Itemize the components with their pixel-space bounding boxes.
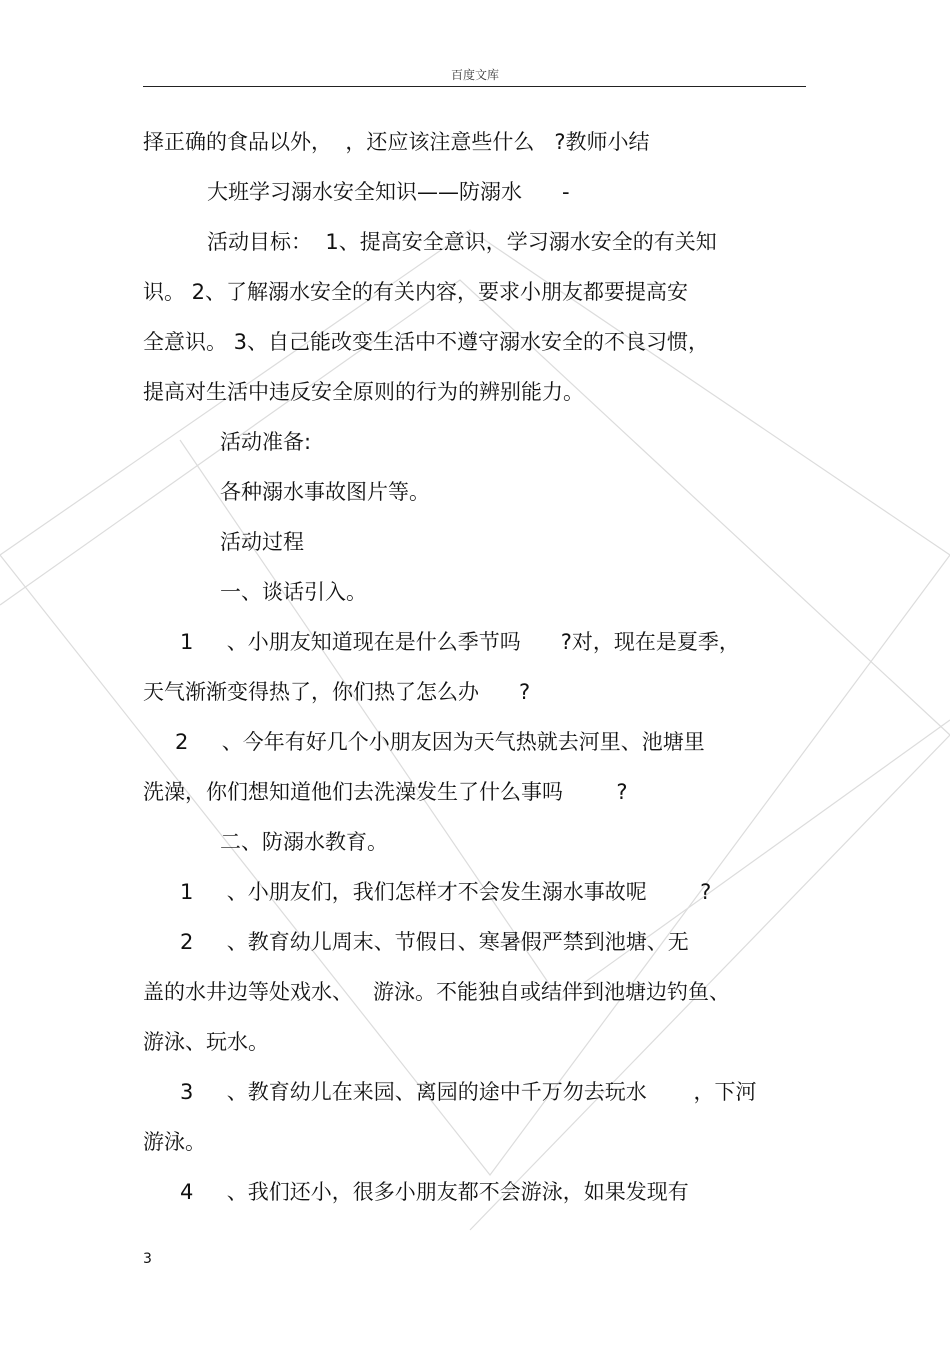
body-line-17: 2 、教育幼儿周末、节假日、寒暑假严禁到池塘、无: [180, 930, 689, 954]
body-line-20: 3 、教育幼儿在来园、离园的途中千万勿去玩水 ，下河: [180, 1080, 757, 1104]
body-line-8: 各种溺水事故图片等。: [220, 480, 430, 504]
body-line-19: 游泳、玩水。: [143, 1030, 269, 1054]
body-line-11: 1 、小朋友知道现在是什么季节吗 ?对，现在是夏季，: [180, 630, 740, 654]
body-line-21: 游泳。: [143, 1130, 206, 1154]
body-line-3: 活动目标： 1、提高安全意识，学习溺水安全的有关知: [207, 230, 717, 254]
header-title: 百度文库: [450, 68, 499, 82]
body-line-14: 洗澡，你们想知道他们去洗澡发生了什么事吗 ?: [143, 780, 628, 804]
body-line-13: 2 、今年有好几个小朋友因为天气热就去河里、池塘里: [175, 730, 705, 754]
body-line-4: 识。 2、了解溺水安全的有关内容，要求小朋友都要提高安: [143, 280, 689, 304]
body-line-22: 4 、我们还小，很多小朋友都不会游泳，如果发现有: [180, 1180, 689, 1204]
body-line-7: 活动准备:: [220, 430, 312, 454]
body-line-9: 活动过程: [220, 530, 304, 554]
body-line-1: 择正确的食品以外， ，还应该注意些什么 ?教师小结: [143, 130, 650, 154]
body-line-15: 二、防溺水教育。: [220, 830, 388, 854]
body-line-6: 提高对生活中违反安全原则的行为的辨别能力。: [143, 380, 584, 404]
page-number: 3: [143, 1251, 152, 1267]
body-line-16: 1 、小朋友们，我们怎样才不会发生溺水事故呢 ?: [180, 880, 712, 904]
body-line-5: 全意识。 3、自己能改变生活中不遵守溺水安全的不良习惯，: [143, 330, 710, 354]
header-divider: [143, 86, 806, 87]
section-title: 大班学习溺水安全知识——防溺水 -: [207, 180, 570, 204]
body-line-10: 一、谈话引入。: [220, 580, 367, 604]
body-line-12: 天气渐渐变得热了，你们热了怎么办 ?: [143, 680, 531, 704]
body-line-18: 盖的水井边等处戏水、 游泳。不能独自或结伴到池塘边钓鱼、: [143, 980, 731, 1004]
